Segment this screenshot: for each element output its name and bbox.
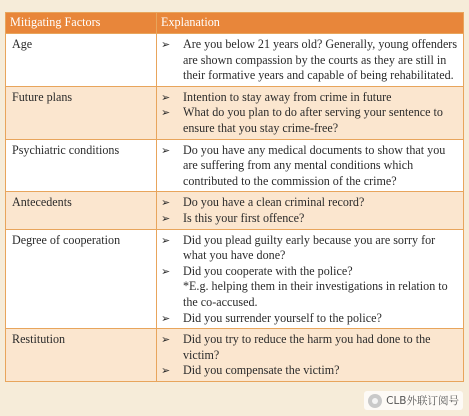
explanation-cell xyxy=(157,86,464,139)
note-item: *E.g. helping them in their investigations in relation to the co-accused. xyxy=(183,279,448,309)
arrow-bullet-icon: ➢ xyxy=(161,90,171,104)
header-mitigating-factors: Mitigating Factors xyxy=(6,13,157,34)
factor-cell: Psychiatric conditions xyxy=(6,139,157,192)
list-item: ➢ Did you plead guilty early because you are sorry for what you have done? xyxy=(161,232,436,263)
explanation-cell xyxy=(157,329,464,382)
arrow-bullet-icon: ➢ xyxy=(161,143,171,157)
explanation-cell xyxy=(157,229,464,329)
table-row-degree-of-cooperation xyxy=(6,229,464,329)
explanation-cell xyxy=(157,139,464,192)
list-item: ➢ Do you have a clean criminal record? xyxy=(161,195,365,210)
factor-cell: Restitution xyxy=(6,329,157,382)
list-item: ➢ Do you have any medical documents to show that you are suffering from any mental conditions which contributed to the commission of the crime? xyxy=(161,142,446,188)
list-item: ➢ Intention to stay away from crime in future xyxy=(161,89,392,104)
watermark xyxy=(364,391,463,410)
factor-cell: Future plans xyxy=(6,86,157,139)
wechat-icon xyxy=(368,394,382,408)
arrow-bullet-icon: ➢ xyxy=(161,106,171,120)
arrow-bullet-icon: ➢ xyxy=(161,233,171,247)
table-row-restitution xyxy=(6,329,464,382)
watermark-text: CLB外联订阅号 xyxy=(386,395,459,407)
list-item: ➢ Did you try to reduce the harm you had done to the victim? xyxy=(161,332,431,362)
list-item: ➢ Is this your first offence? xyxy=(161,210,305,225)
factor-cell: Antecedents xyxy=(6,192,157,229)
table-row-psychiatric-conditions xyxy=(6,139,464,192)
list-item: ➢ Are you below 21 years old? Generally, young offenders are shown compassion by the courts as they are still in their formative years and capable of being rehabilitated. xyxy=(161,37,458,83)
arrow-bullet-icon: ➢ xyxy=(161,211,171,225)
header-explanation: Explanation xyxy=(157,13,464,34)
factor-cell: Age xyxy=(6,34,157,87)
explanation-cell xyxy=(157,192,464,229)
arrow-bullet-icon: ➢ xyxy=(161,311,171,325)
arrow-bullet-icon: ➢ xyxy=(161,264,171,278)
table-row-antecedents xyxy=(6,192,464,229)
arrow-bullet-icon: ➢ xyxy=(161,196,171,210)
table-row-age xyxy=(6,34,464,87)
explanation-cell xyxy=(157,34,464,87)
list-item: ➢ What do you plan to do after serving your sentence to ensure that you stay crime-free? xyxy=(161,105,443,135)
factor-cell: Degree of cooperation xyxy=(6,229,157,329)
list-item: ➢ Did you cooperate with the police? xyxy=(161,263,353,278)
arrow-bullet-icon: ➢ xyxy=(161,364,171,378)
arrow-bullet-icon: ➢ xyxy=(161,333,171,347)
list-item: ➢ Did you surrender yourself to the police? xyxy=(161,310,382,325)
list-item: ➢ Did you compensate the victim? xyxy=(161,363,340,378)
table-row-future-plans xyxy=(6,86,464,139)
mitigating-factors-table xyxy=(5,12,464,382)
arrow-bullet-icon: ➢ xyxy=(161,38,171,51)
table-header-row xyxy=(6,13,464,34)
